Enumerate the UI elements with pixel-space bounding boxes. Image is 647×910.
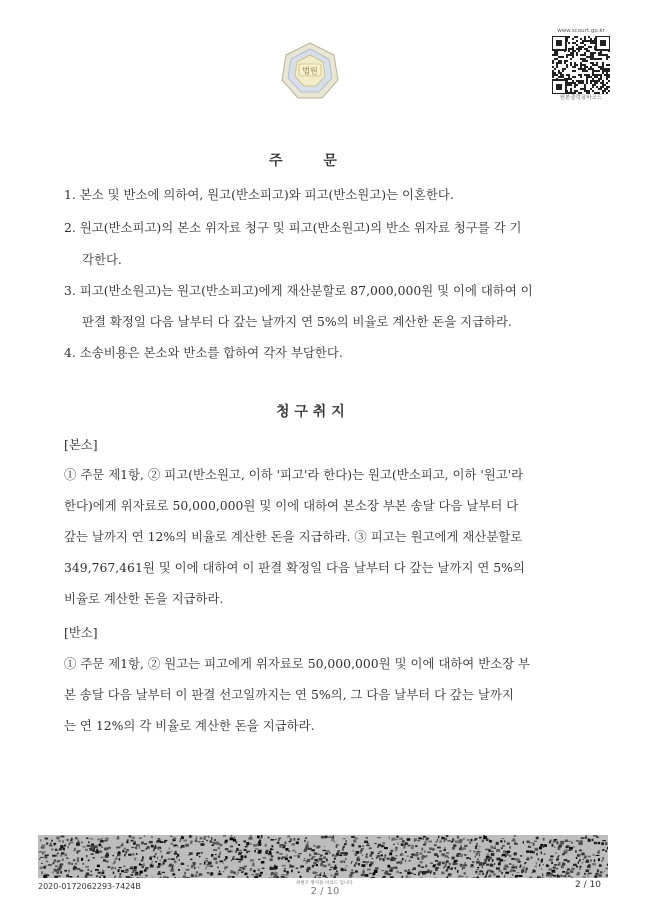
barcode-note: 위변조 방지용 바코드 입니다. bbox=[296, 881, 354, 886]
order-line-1: 1. 본소 및 반소에 의하여, 원고(반소피고)와 피고(반소원고)는 이혼한다. bbox=[64, 187, 454, 202]
document-id: 2020-0172062293-7424B bbox=[38, 882, 141, 891]
order-line-2: 2. 원고(반소피고)의 본소 위자료 청구 및 피고(반소원고)의 반소 위자료 청구를 각 기 bbox=[64, 220, 522, 235]
counter-suit-line-2: 본 송달 다음 날부터 이 판결 선고일까지는 연 5%의, 그 다음 날부터 다 갚는 날까지 bbox=[64, 687, 514, 702]
counter-suit-label: [반소] bbox=[64, 625, 98, 640]
anti-forgery-barcode-icon bbox=[38, 835, 608, 878]
main-suit-line-3: 갚는 날까지 연 12%의 비율로 계산한 돈을 지급하라. ③ 피고는 원고에게 재산분할로 bbox=[64, 529, 523, 544]
counter-suit-line-1: ① 주문 제1항, ② 원고는 피고에게 위자료로 50,000,000원 및 이에 대하여 반소장 부 bbox=[64, 656, 531, 671]
order-line-3: 각한다. bbox=[82, 252, 122, 267]
qr-url: www.scourt.go.kr bbox=[557, 28, 605, 34]
order-line-6: 4. 소송비용은 본소와 반소를 합하여 각자 부담한다. bbox=[64, 345, 343, 360]
claim-title: 청 구 취 지 bbox=[276, 404, 345, 420]
main-suit-line-1: ① 주문 제1항, ② 피고(반소원고, 이하 '피고'라 한다)는 원고(반소피고, 이하 '원고'라 bbox=[64, 467, 524, 482]
qr-code-icon bbox=[552, 36, 610, 94]
main-suit-line-2: 한다)에게 위자료로 50,000,000원 및 이에 대하여 본소장 부본 송달 다음 날부터 다 bbox=[64, 498, 519, 513]
order-title: 주 문 bbox=[269, 153, 337, 169]
emblem-label: 법원 bbox=[302, 66, 318, 76]
page-number: 2 / 10 bbox=[575, 880, 601, 890]
order-line-4: 3. 피고(반소원고)는 원고(반소피고)에게 재산분할로 87,000,000원 및 이에 대하여 이 bbox=[64, 283, 533, 298]
court-emblem-icon bbox=[279, 40, 341, 102]
qr-block bbox=[552, 28, 610, 102]
main-suit-line-5: 비율로 계산한 돈을 지급하라. bbox=[64, 591, 224, 606]
counter-suit-line-3: 는 연 12%의 각 비율로 계산한 돈을 지급하라. bbox=[64, 718, 315, 733]
center-page-number: 2 / 10 bbox=[310, 886, 340, 897]
order-line-5: 판결 확정일 다음 날부터 다 갚는 날까지 연 5%의 비율로 계산한 돈을 지급하라. bbox=[82, 314, 512, 329]
qr-caption: 원본출력용바코드 bbox=[559, 95, 603, 101]
main-suit-label: [본소] bbox=[64, 437, 98, 452]
main-suit-line-4: 349,767,461원 및 이에 대하여 이 판결 확정일 다음 날부터 다 갚는 날까지 연 5%의 bbox=[64, 560, 525, 575]
